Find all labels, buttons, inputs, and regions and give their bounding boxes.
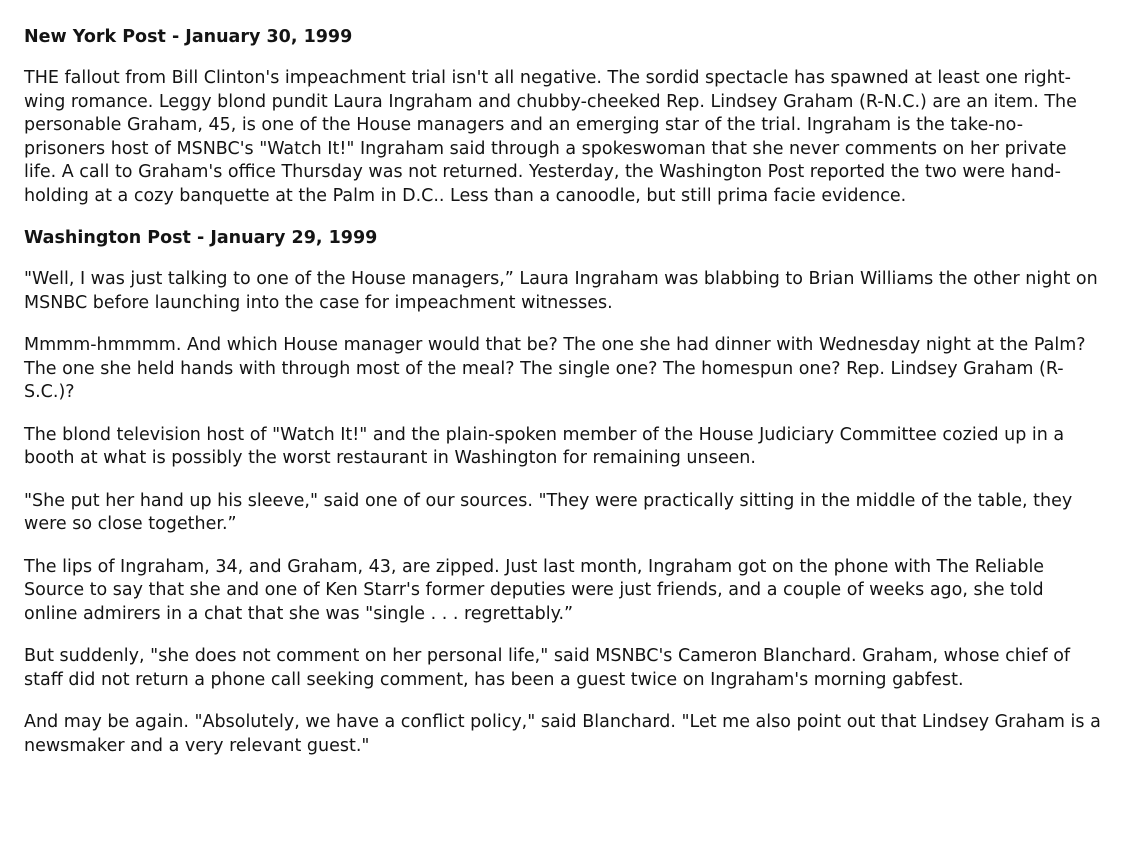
article-heading: Washington Post - January 29, 1999 <box>24 228 378 248</box>
article-paragraph: But suddenly, "she does not comment on her personal life," said MSNBC's Cameron Blanchard. Graham, whose chief of staff did not return a phone call seeking comment, has been a guest twice on Ingraham's morning gabfest. <box>24 646 1071 690</box>
article-paragraph: THE fallout from Bill Clinton's impeachment trial isn't all negative. The sordid spectacle has spawned at least one right-wing romance. Leggy blond pundit Laura Ingraham and chubby-cheeked Rep. Lindsey Graham (R-N.C.) are an item. The personable Graham, 45, is one of the House managers and an emerging star of the trial. Ingraham is the take-no-prisoners host of MSNBC's "Watch It!" Ingraham said through a spokeswoman that she never comments on her private life. A call to Graham's office Thursday was not returned. Yesterday, the Washington Post reported the two were hand-holding at a cozy banquette at the Palm in D.C.. Less than a canoodle, but still prima facie evidence. <box>24 68 1077 206</box>
article-paragraph: The lips of Ingraham, 34, and Graham, 43, are zipped. Just last month, Ingraham got on the phone with The Reliable Source to say that she and one of Ken Starr's former deputies were just friends, and a couple of weeks ago, she told online admirers in a chat that she was "single . . . regrettably.” <box>24 556 1045 624</box>
article-paragraph: "She put her hand up his sleeve," said one of our sources. "They were practically sitting in the middle of the table, they were so close together.” <box>24 490 1073 534</box>
article-paragraph: The blond television host of "Watch It!" and the plain-spoken member of the House Judiciary Committee cozied up in a booth at what is possibly the worst restaurant in Washington for remaining unseen. <box>24 424 1065 468</box>
article-heading: New York Post - January 30, 1999 <box>24 27 353 47</box>
article-new-york-post <box>24 26 1102 208</box>
article-paragraph: "Well, I was just talking to one of the House managers,” Laura Ingraham was blabbing to Brian Williams the other night on MSNBC before launching into the case for impeachment witnesses. <box>24 269 1098 313</box>
article-paragraph: Mmmm-hmmmm. And which House manager would that be? The one she had dinner with Wednesday night at the Palm? The one she held hands with through most of the meal? The single one? The homespun one? Rep. Lindsey Graham (R-S.C.)? <box>24 335 1086 402</box>
article-paragraph: And may be again. "Absolutely, we have a conflict policy," said Blanchard. "Let me also point out that Lindsey Graham is a newsmaker and a very relevant guest." <box>24 712 1101 756</box>
article-washington-post <box>24 227 1102 758</box>
